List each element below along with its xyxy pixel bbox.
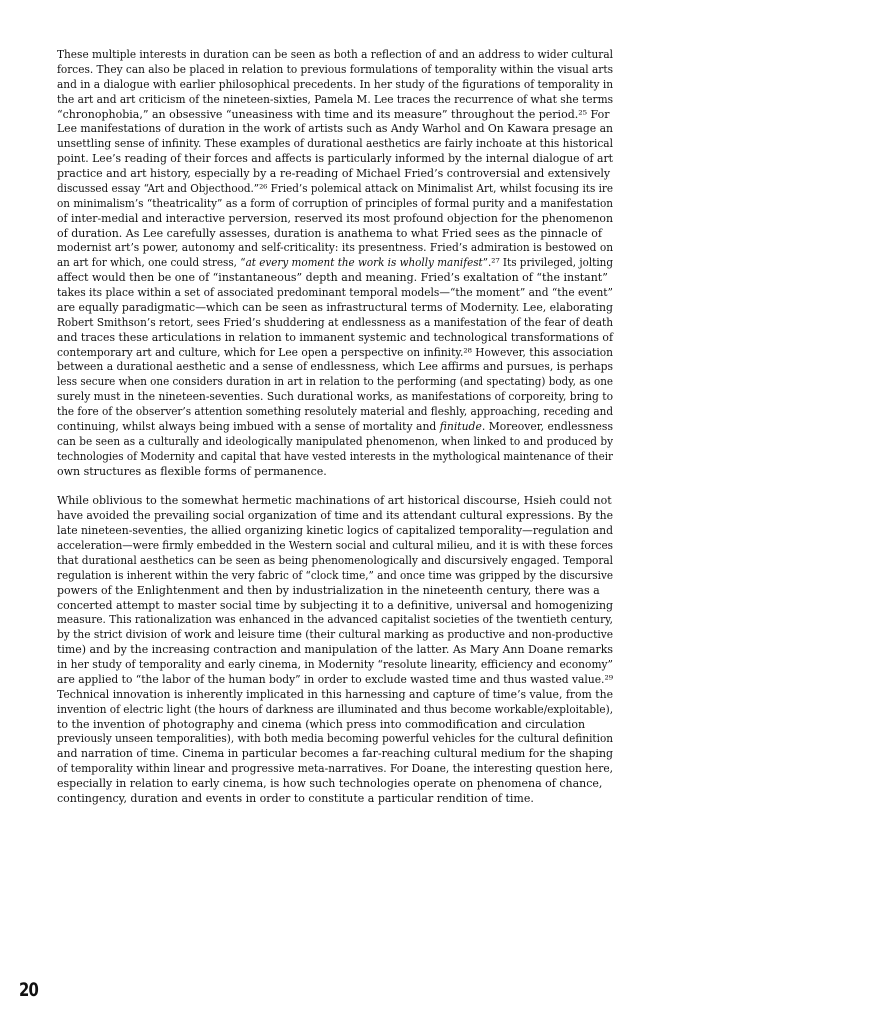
text-line: of duration. As Lee carefully assesses, duration is anathema to what Fried sees as the pinnacle of — [57, 226, 602, 240]
text-line: have avoided the prevailing social organization of time and its attendant cultural expressions. By the — [57, 509, 614, 523]
text-line: and narration of time. Cinema in particular becomes a far-reaching cultural medium for the shaping — [57, 747, 613, 761]
text-line: Technical innovation is inherently implicated in this harnessing and capture of time’s value, from the — [57, 687, 613, 701]
text-line: less secure when one considers duration in art in relation to the performing (and spectating) body, as one — [57, 375, 614, 389]
text-line: affect would then be one of “instantaneous” depth and meaning. Fried’s exaltation of “the instant” — [57, 271, 608, 285]
text-line: the art and art criticism of the nineteen-sixties, Pamela M. Lee traces the recurrence of what she terms — [57, 92, 614, 106]
text-line: These multiple interests in duration can be seen as both a reflection of and an address to wider cultural — [57, 48, 613, 61]
text-line: forces. They can also be placed in relation to previous formulations of temporality within the visual arts — [57, 62, 613, 76]
text-line: late nineteen-seventies, the allied organizing kinetic logics of capitalized temporality—regulation and — [57, 524, 614, 538]
text-line: “chronophobia,” an obsessive “uneasiness with time and its measure” throughout the period.²⁵ For — [57, 107, 610, 121]
text-line: an art for which, one could stress, “at every moment the work is wholly manifest”.²⁷ Its privileged, jolting — [57, 256, 613, 270]
text-line: While oblivious to the somewhat hermetic machinations of art historical discourse, Hsieh could not — [57, 494, 612, 508]
text-line: powers of the Enlightenment and then by industrialization in the nineteenth century, there was a — [57, 583, 600, 597]
paragraph-duration-interests — [57, 48, 617, 479]
text-line: modernist art’s power, autonomy and self-criticality: its presentness. Fried’s admiration is bestowed on — [57, 241, 614, 255]
text-line: the fore of the observer’s attention something resolutely material and fleshly, approaching, receding and — [57, 405, 614, 418]
text-line: measure. This rationalization was enhanced in the advanced capitalist societies of the twentieth century, — [57, 613, 613, 627]
text-line: and traces these articulations in relation to immanent systemic and technological transformations of — [57, 330, 613, 344]
text-line: are equally paradigmatic—which can be seen as infrastructural terms of Modernity. Lee, elaborating — [57, 300, 613, 314]
text-line: invention of electric light (the hours of darkness are illuminated and thus become workable/exploitable), — [57, 702, 614, 716]
text-line: can be seen as a culturally and ideologically manipulated phenomenon, when linked to and produced by — [57, 434, 614, 448]
text-line: to the invention of photography and cinema (which press into commodification and circulation — [57, 717, 586, 731]
text-line: contemporary art and culture, which for Lee open a perspective on infinity.²⁸ However, this association — [57, 345, 613, 359]
text-line: unsettling sense of infinity. These examples of durational aesthetics are fairly inchoate at this historical — [57, 137, 613, 151]
text-line: concerted attempt to master social time by subjecting it to a definitive, universal and homogenizing — [57, 598, 614, 612]
text-line: acceleration—were firmly embedded in the Western social and cultural milieu, and it is with these forces — [57, 539, 613, 552]
text-line: Lee manifestations of duration in the work of artists such as Andy Warhol and On Kawara presage an — [57, 122, 613, 136]
page-number: 20 — [19, 979, 39, 1001]
text-line: practice and art history, especially by a re-reading of Michael Fried’s controversial and extensively — [57, 167, 611, 180]
text-line: between a durational aesthetic and a sense of endlessness, which Lee affirms and pursues, is perhaps — [57, 360, 614, 374]
text-line: point. Lee’s reading of their forces and affects is particularly informed by the internal dialogue of art — [57, 152, 613, 166]
text-line: contingency, duration and events in order to constitute a particular rendition of time. — [57, 791, 534, 805]
text-line: surely must in the nineteen-seventies. Such durational works, as manifestations of corporeity, bring to — [57, 390, 614, 404]
text-line: technologies of Modernity and capital that have vested interests in the mythological maintenance of their — [57, 449, 613, 463]
text-line: by the strict division of work and leisure time (their cultural marking as productive and non-productive — [57, 628, 614, 642]
text-line: especially in relation to early cinema, is how such technologies operate on phenomena of chance, — [57, 777, 603, 790]
text-line: of temporality within linear and progressive meta-narratives. For Doane, the interesting question here, — [57, 762, 613, 776]
text-line: continuing, whilst always being imbued with a sense of mortality and finitude. Moreover, endlessness — [57, 419, 613, 433]
text-line: time) and by the increasing contraction and manipulation of the latter. As Mary Ann Doane remarks — [57, 643, 614, 657]
text-line: takes its place within a set of associated predominant temporal models—“the moment” and “the event” — [57, 286, 613, 299]
text-line: and in a dialogue with earlier philosophical precedents. In her study of the figurations of temporality in — [57, 77, 614, 91]
text-line: Robert Smithson’s retort, sees Fried’s shuddering at endlessness as a manifestation of the fear of death — [57, 315, 613, 329]
text-line: on minimalism’s “theatricality” as a form of corruption of principles of formal purity and a manifestation — [57, 196, 613, 210]
paragraph-hsieh-social-time — [57, 494, 617, 806]
text-line: previously unseen temporalities), with both media becoming powerful vehicles for the cultural definition — [57, 732, 614, 746]
text-line: in her study of temporality and early cinema, in Modernity “resolute linearity, efficiency and economy” — [57, 658, 614, 671]
text-line: discussed essay “Art and Objecthood.”²⁶ Fried’s polemical attack on Minimalist Art, whilst focusing its ire — [57, 181, 613, 195]
text-line: of inter-medial and interactive perversion, reserved its most profound objection for the phenomenon — [57, 211, 613, 225]
text-line: regulation is inherent within the very fabric of “clock time,” and once time was gripped by the discursive — [57, 568, 614, 582]
paragraph-spacer — [57, 479, 617, 494]
main-text-column — [57, 48, 617, 807]
text-line: that durational aesthetics can be seen as being phenomenologically and discursively engaged. Temporal — [57, 553, 613, 567]
text-line: are applied to “the labor of the human body” in order to exclude wasted time and thus wasted value.²⁹ — [57, 672, 614, 686]
text-line: own structures as flexible forms of permanence. — [57, 464, 327, 478]
